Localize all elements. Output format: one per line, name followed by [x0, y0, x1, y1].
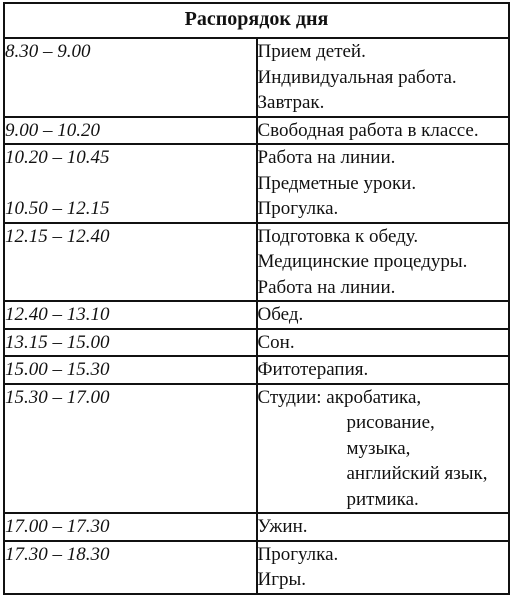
time-range: 15.30 – 17.00	[5, 386, 110, 408]
activity-cell	[257, 513, 510, 541]
time-cell	[4, 117, 257, 145]
activity-item: Прогулка.	[257, 198, 339, 219]
schedule-row	[4, 38, 509, 117]
schedule-document	[3, 2, 510, 595]
time-range: 10.20 – 10.45	[5, 147, 110, 168]
activity-cell	[257, 356, 510, 384]
activity-item: Завтрак.	[257, 92, 325, 113]
activity-item: Сон.	[257, 331, 295, 353]
time-cell	[4, 144, 257, 223]
time-range	[5, 567, 256, 593]
title-row	[4, 3, 509, 38]
time-cell	[4, 356, 257, 384]
activity-item: Фитотерапия.	[257, 359, 369, 380]
schedule-body	[4, 38, 509, 594]
time-range: 8.30 – 9.00	[5, 41, 91, 62]
time-range	[5, 487, 256, 513]
activity-item: Медицинские процедуры.	[257, 251, 468, 272]
activity-item: Прием детей.	[257, 41, 366, 62]
activity-cell	[257, 117, 510, 145]
activity-cell	[257, 301, 510, 329]
schedule-row	[4, 356, 509, 384]
time-cell	[4, 301, 257, 329]
schedule-row	[4, 384, 509, 514]
time-range: 12.15 – 12.40	[5, 225, 110, 247]
time-cell	[4, 223, 257, 302]
time-range: 10.50 – 12.15	[5, 198, 110, 219]
schedule-row	[4, 329, 509, 357]
activity-item: Индивидуальная работа.	[257, 66, 457, 88]
time-range	[5, 275, 256, 301]
activity-item: Студии: акробатика,	[257, 386, 422, 408]
activity-item: рисование,	[346, 412, 435, 433]
time-range: 9.00 – 10.20	[5, 119, 100, 141]
time-cell	[4, 384, 257, 514]
schedule-table	[3, 2, 510, 595]
time-cell	[4, 38, 257, 117]
activity-item: Обед.	[257, 304, 304, 325]
activity-item: Ужин.	[257, 516, 308, 537]
time-range	[5, 461, 256, 487]
activity-item: английский язык,	[346, 463, 488, 484]
time-range: 13.15 – 15.00	[5, 331, 110, 353]
schedule-row	[4, 223, 509, 302]
activity-cell	[257, 144, 510, 223]
schedule-row	[4, 144, 509, 223]
time-cell	[4, 513, 257, 541]
time-range	[5, 171, 256, 197]
activity-item: Работа на линии.	[257, 276, 396, 298]
time-range: 15.00 – 15.30	[5, 359, 110, 380]
time-range: 17.30 – 18.30	[5, 543, 110, 565]
activity-cell	[257, 38, 510, 117]
time-range	[5, 65, 256, 91]
activity-item: ритмика.	[346, 488, 419, 510]
time-range	[5, 249, 256, 275]
time-range	[5, 436, 256, 462]
activity-item: Игры.	[257, 569, 307, 590]
time-cell	[4, 329, 257, 357]
activity-cell	[257, 384, 510, 514]
schedule-title: Распорядок дня	[4, 3, 509, 38]
time-range	[5, 410, 256, 436]
schedule-row	[4, 117, 509, 145]
time-range	[5, 90, 256, 116]
activity-item: Работа на линии.	[257, 147, 396, 168]
schedule-row	[4, 301, 509, 329]
activity-item: Предметные уроки.	[257, 172, 417, 194]
activity-cell	[257, 223, 510, 302]
activity-item: Прогулка.	[257, 543, 339, 565]
time-range: 17.00 – 17.30	[5, 516, 110, 537]
time-range: 12.40 – 13.10	[5, 304, 110, 325]
activity-item: Подготовка к обеду.	[257, 225, 419, 247]
activity-item: Свободная работа в классе.	[257, 119, 479, 141]
activity-item: музыка,	[346, 437, 411, 459]
schedule-row	[4, 513, 509, 541]
activity-cell	[257, 329, 510, 357]
